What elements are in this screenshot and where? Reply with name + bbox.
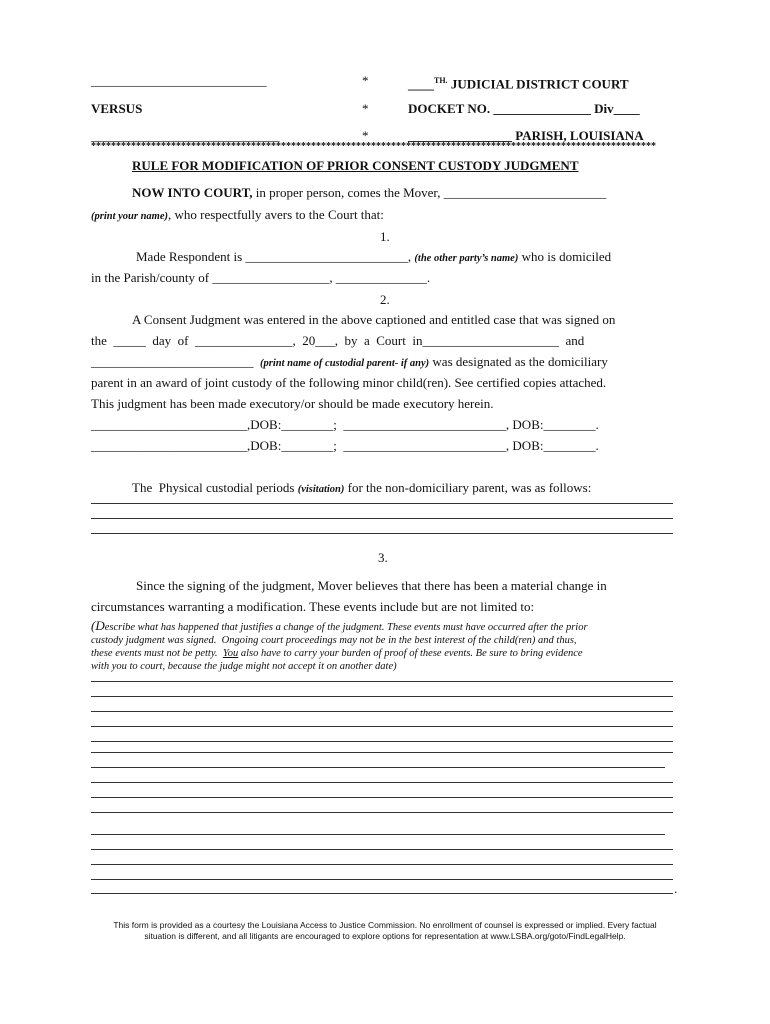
note-line-1: escribe what has happened that justifies a change of the judgment. These events must have occurred after the prior (104, 622, 588, 633)
section-number-2: 2. (380, 292, 390, 307)
domiciliary-text: was designated as the domiciliary (429, 354, 608, 369)
footer-line-2: situation is different, and all litigants are encouraged to explore options for representation at www.LSBA.org/goto/FindLegalHelp. (144, 931, 626, 941)
respondent-parish-field[interactable]: in the Parish/county of __________________, ______________. (91, 270, 431, 285)
intro-line-2 (91, 207, 384, 225)
document-title: RULE FOR MODIFICATION OF PRIOR CONSENT CUSTODY JUDGMENT (132, 158, 579, 173)
visitation-text-c: for the non-domiciliary parent, was as follows: (344, 480, 592, 495)
footer-disclaimer (80, 920, 690, 942)
instructions-note (91, 619, 651, 673)
intro-line (132, 185, 606, 201)
versus-label: VERSUS (91, 101, 143, 116)
events-blank-line[interactable] (91, 711, 673, 712)
events-blank-line[interactable] (91, 726, 673, 727)
events-blank-line[interactable] (91, 893, 673, 894)
judgment-line-3 (91, 354, 608, 372)
section-number-3: 3. (378, 550, 388, 565)
events-blank-line[interactable] (91, 797, 673, 798)
respondent-line (136, 249, 611, 267)
print-name-hint: (print your name) (91, 211, 169, 222)
court-th: TH. (434, 76, 448, 85)
child-dob-row-2[interactable]: ________________________,DOB:________; _________________________, DOB:________. (91, 438, 599, 453)
custodial-parent-hint: (print name of custodial parent- if any) (260, 358, 430, 369)
change-line-1: Since the signing of the judgment, Mover believes that there has been a material change in (136, 578, 607, 593)
custodial-parent-field[interactable]: _________________________ (91, 354, 260, 369)
events-blank-line[interactable] (91, 767, 665, 768)
events-blank-line[interactable] (91, 696, 673, 697)
judgment-line-5: This judgment has been made executory/or should be made executory herein. (91, 396, 494, 411)
events-blank-line[interactable] (91, 741, 673, 742)
domiciled-text: who is domiciled (518, 249, 612, 264)
events-blank-line[interactable] (91, 681, 673, 682)
parish-field[interactable]: ________________ PARISH, LOUISIANA (408, 128, 644, 143)
events-blank-line[interactable] (91, 864, 673, 865)
visitation-line (132, 480, 591, 498)
note-line-2: custody judgment was signed. Ongoing court proceedings may not be in the best interest of the child(ren) and thus, (91, 635, 577, 646)
note-line-3a: these events must not be petty. (91, 648, 223, 659)
avers-text: , who respectfully avers to the Court that: (168, 207, 384, 222)
visitation-blank-line[interactable] (91, 503, 673, 504)
note-line-4: with you to court, because the judge might not accept it on another date) (91, 661, 397, 672)
caption-star: * (362, 101, 369, 116)
events-blank-line[interactable] (91, 834, 665, 835)
mover-name-field[interactable]: in proper person, comes the Mover, _________________________ (252, 185, 607, 200)
caption-star: * (362, 73, 369, 88)
court-heading (408, 73, 629, 92)
footer-line-1: This form is provided as a courtesy the Louisiana Access to Justice Commission. No enrollment of counsel is expressed or implied. Every factual (113, 920, 657, 930)
final-period: . (674, 881, 678, 896)
court-number-blank[interactable]: ____ (408, 76, 434, 92)
plaintiff-blank[interactable]: ___________________________ (91, 73, 267, 88)
caption-star: * (362, 128, 369, 143)
note-open-paren: (D (91, 618, 105, 633)
section-number-1: 1. (380, 229, 390, 244)
events-blank-line[interactable] (91, 752, 673, 753)
defendant-blank[interactable]: _____________________________ (91, 128, 280, 143)
court-name: JUDICIAL DISTRICT COURT (450, 76, 629, 92)
child-dob-row-1[interactable]: ________________________,DOB:________; _________________________, DOB:________. (91, 417, 599, 432)
judgment-line-4: parent in an award of joint custody of the following minor child(ren). See certified copies attached. (91, 375, 607, 390)
events-blank-line[interactable] (91, 782, 673, 783)
visitation-hint: (visitation) (297, 484, 345, 495)
judgment-date-field[interactable]: the _____ day of _______________, 20___, by a Court in_____________________ and (91, 333, 585, 348)
respondent-name-field[interactable]: Made Respondent is _________________________, (136, 249, 415, 264)
visitation-text-a: The Physical custodial periods (132, 480, 298, 495)
note-you: You (222, 648, 239, 659)
judgment-line-1: A Consent Judgment was entered in the above captioned and entitled case that was signed on (132, 312, 616, 327)
docket-field[interactable]: DOCKET NO. _______________ Div____ (408, 101, 640, 116)
events-blank-line[interactable] (91, 849, 673, 850)
events-blank-line[interactable] (91, 812, 673, 813)
change-line-2: circumstances warranting a modification. These events include but are not limited to: (91, 599, 535, 614)
events-blank-line[interactable] (91, 879, 673, 880)
visitation-blank-line[interactable] (91, 533, 673, 534)
note-line-3b: also have to carry your burden of proof of these events. Be sure to bring evidence (238, 648, 583, 659)
star-divider: ***************************************************************************************************************** (91, 142, 656, 152)
visitation-blank-line[interactable] (91, 518, 673, 519)
other-party-hint: (the other party’s name) (414, 253, 519, 264)
intro-lead: NOW INTO COURT, (132, 185, 253, 200)
